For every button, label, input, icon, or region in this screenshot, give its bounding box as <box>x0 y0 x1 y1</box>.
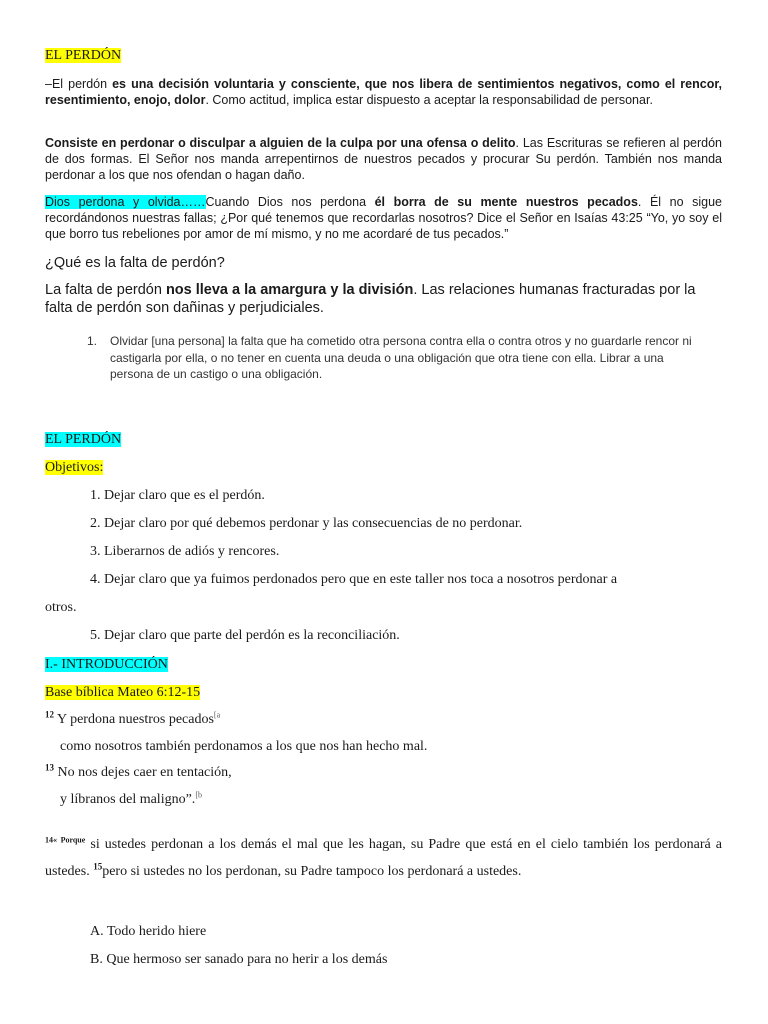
objectives-label: Objetivos: <box>45 460 104 475</box>
objective-item-4-continued: otros. <box>45 600 77 615</box>
paragraph-consiste: Consiste en perdonar o disculpar a alguien de la culpa por una ofensa o delito. Las Escrituras se refieren al perdón de dos formas. El Señor nos manda arrepentirnos de nuestros pecados y procurar Su perdón. También nos manda perdonar a los que nos ofendan o hagan daño. <box>45 136 722 182</box>
paragraph-definition: –El perdón es una decisión voluntaria y consciente, que nos libera de sentimientos negativos, como el rencor, resentimiento, enojo, dolor. Como actitud, implica estar dispuesto a aceptar la responsabilidad de personar. <box>45 77 722 107</box>
objective-item-1: 1. Dejar claro que es el perdón. <box>90 488 265 503</box>
verse-13-line-1: $^{13}$ No nos dejes caer en tentación, <box>45 762 232 780</box>
verse-12-line-1: $^{12}$ Y perdona nuestros pecados$^{[a}$ <box>45 709 221 727</box>
definition-text: Olvidar [una persona] la falta que ha cometido otra persona contra ella o contra otros y no guardarle rencor ni castigarla por ella, o no tener en cuenta una deuda o una obligación que otra tiene con ella. Librar a una persona de un castigo o una obligación. <box>110 334 692 381</box>
point-a: A. Todo herido hiere <box>90 924 207 939</box>
objective-item-3: 3. Liberarnos de adiós y rencores. <box>90 544 280 559</box>
point-b: B. Que hermoso ser sanado para no herir a los demás <box>90 952 388 967</box>
paragraph-falta-perdon: La falta de perdón nos lleva a la amargura y la división. Las relaciones humanas fracturadas por la falta de perdón son dañinas y perjudiciales. <box>45 282 696 316</box>
verse-number: 15 <box>93 861 103 872</box>
footnote-ref[interactable]: [a <box>213 710 221 720</box>
definition-list-item <box>87 333 708 383</box>
footnote-ref[interactable]: [b <box>195 790 202 800</box>
verse-number: 14« Porque <box>45 835 86 845</box>
verse-number: 12 <box>45 709 54 720</box>
verse-13-line-2: y líbranos del maligno”.$^{[b}$ <box>60 790 202 807</box>
verse-12-line-2: como nosotros también perdonamos a los que nos han hecho mal. <box>60 739 428 754</box>
highlight-dios-perdona: Dios perdona y olvida…… <box>45 195 206 209</box>
list-number: 1. <box>87 334 98 348</box>
section-title-2 <box>45 430 722 450</box>
section-title <box>45 46 722 66</box>
verses-14-15: $^{14« Porque}$ si ustedes perdonan a los demás el mal que les hagan, su Padre que está en el cielo también los perdonará a ustedes. $^{15}$pero si ustedes no los perdonan, su Padre tampoco los perdonará a ustedes. <box>45 835 722 879</box>
question-heading: ¿Qué es la falta de perdón? <box>45 255 225 271</box>
title-el-perdon: EL PERDÓN <box>45 48 122 63</box>
base-biblica: Base bíblica Mateo 6:12-15 <box>45 685 201 700</box>
paragraph-dios-perdona: Dios perdona y olvida……Cuando Dios nos perdona él borra de su mente nuestros pecados. Él no sigue recordándonos nuestras fallas; ¿Por qué tenemos que recordarlas nosotros? Dice el Señor en Isaías 43:25 “Yo, yo soy el que borro tus rebeliones por amor de mí mismo, y no me acordaré de tus pecados.” <box>45 195 722 241</box>
objective-item-5: 5. Dejar claro que parte del perdón es la reconciliación. <box>90 628 400 643</box>
section-introduccion: I.- INTRODUCCIÓN <box>45 657 168 672</box>
objective-item-2: 2. Dejar claro por qué debemos perdonar y las consecuencias de no perdonar. <box>90 516 523 531</box>
verse-number: 13 <box>45 762 54 773</box>
objective-item-4: 4. Dejar claro que ya fuimos perdonados pero que en este taller nos toca a nosotros perdonar a <box>90 572 618 587</box>
title-el-perdon-2: EL PERDÓN <box>45 432 122 447</box>
